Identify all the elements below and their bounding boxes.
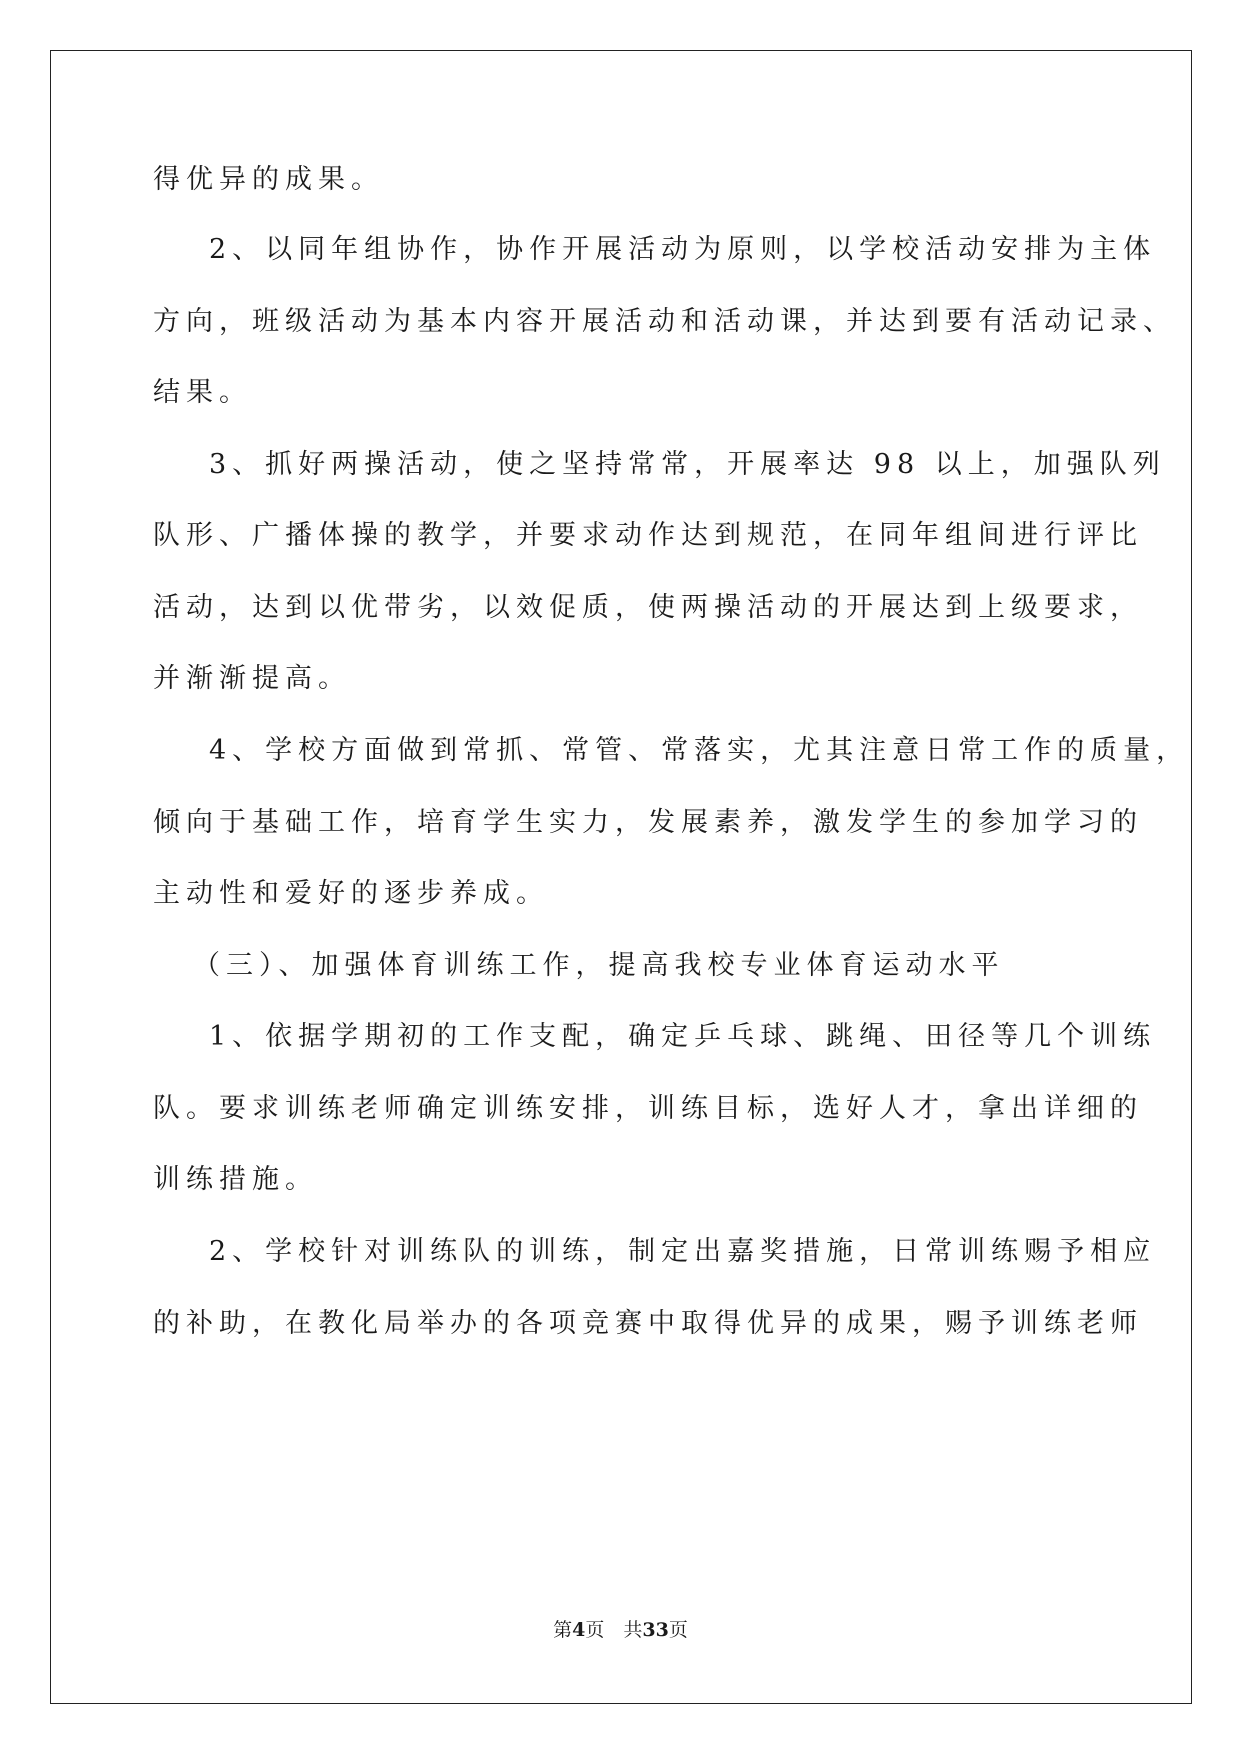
footer-suffix: 页: [668, 1619, 688, 1641]
paragraph-line: 队形、广播体操的教学，并要求动作达到规范，在同年组间进行评比: [153, 520, 1143, 551]
total-page-count: 33: [642, 1619, 669, 1641]
paragraph-line: 的补助，在教化局举办的各项竞赛中取得优异的成果，赐予训练老师: [153, 1308, 1143, 1339]
footer-mid: 页 共: [585, 1619, 643, 1641]
section-heading: （三）、加强体育训练工作，提高我校专业体育运动水平: [193, 950, 1005, 981]
paragraph-line: 1、依据学期初的工作支配，确定乒乓球、跳绳、田径等几个训练: [209, 1021, 1157, 1052]
current-page-number: 4: [572, 1619, 586, 1641]
page-border: [50, 50, 1192, 1704]
paragraph-line: 队。要求训练老师确定训练安排，训练目标，选好人才，拿出详细的: [153, 1093, 1143, 1124]
paragraph-line: 结果。: [153, 377, 252, 408]
paragraph-line: 活动，达到以优带劣，以效促质，使两操活动的开展达到上级要求，: [153, 592, 1143, 623]
paragraph-line: 倾向于基础工作，培育学生实力，发展素养，激发学生的参加学习的: [153, 807, 1143, 838]
paragraph-line: 方向，班级活动为基本内容开展活动和活动课，并达到要有活动记录、: [153, 306, 1176, 337]
paragraph-line: 训练措施。: [153, 1164, 318, 1195]
page-footer: [0, 1615, 1241, 1642]
paragraph-line: 3、抓好两操活动，使之坚持常常，开展率达 98 以上，加强队列: [209, 449, 1166, 480]
paragraph-line: 并渐渐提高。: [153, 663, 351, 694]
paragraph-line: 2、以同年组协作，协作开展活动为原则，以学校活动安排为主体: [209, 234, 1157, 265]
footer-prefix: 第: [553, 1619, 573, 1641]
paragraph-line: 主动性和爱好的逐步养成。: [153, 878, 549, 909]
paragraph-line: 2、学校针对训练队的训练，制定出嘉奖措施，日常训练赐予相应: [209, 1236, 1157, 1267]
paragraph-line: 得优异的成果。: [153, 164, 384, 195]
paragraph-line: 4、学校方面做到常抓、常管、常落实，尤其注意日常工作的质量，: [209, 735, 1190, 766]
